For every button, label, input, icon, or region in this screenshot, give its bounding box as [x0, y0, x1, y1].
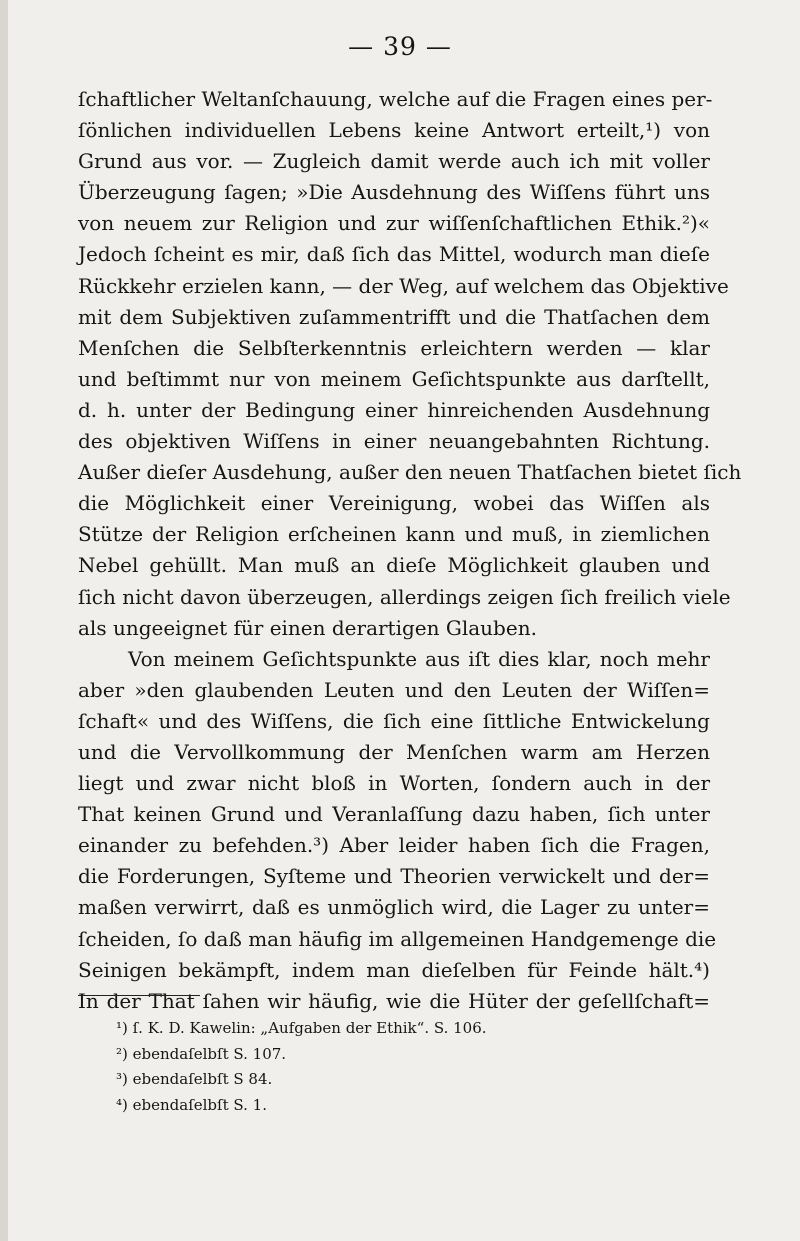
footnote-divider — [78, 995, 200, 996]
text-line: Grund aus vor. — Zugleich damit werde auch ich mit voller — [78, 149, 710, 174]
text-line: Rückkehr erzielen kann, — der Weg, auf welchem das Objektive — [78, 273, 729, 298]
body-text — [78, 84, 742, 1017]
text-line: Nebel gehüllt. Man muß an dieſe Möglichkeit glauben und — [78, 553, 710, 578]
footnote: ³) ebendaſelbſt S 84. — [116, 1070, 273, 1088]
text-line: d. h. unter der Bedingung einer hinreichenden Ausdehnung — [78, 397, 710, 422]
text-line: und die Vervollkommung der Menſchen warm am Herzen — [78, 739, 710, 764]
page-number: — 39 — — [348, 32, 452, 61]
scan-edge — [0, 0, 8, 1241]
text-line: von neuem zur Religion und zur wiſſenſchaftlichen Ethik.²)« — [78, 211, 710, 236]
text-line: ſcheiden, ſo daß man häufig im allgemeinen Handgemenge die — [78, 926, 717, 951]
footnote: ⁴) ebendaſelbſt S. 1. — [116, 1095, 267, 1114]
text-line: Von meinem Geſichtspunkte aus iſt dies klar, noch mehr — [128, 646, 710, 671]
text-line: ſönlichen individuellen Lebens keine Antwort erteilt,¹) von — [78, 118, 710, 143]
text-line: Außer dieſer Ausdehung, außer den neuen Thatſachen bietet ſich — [78, 460, 742, 485]
text-line: als ungeeignet für einen derartigen Glauben. — [78, 615, 537, 640]
text-line: die Forderungen, Syſteme und Theorien verwickelt und der= — [78, 864, 710, 889]
text-line: und beſtimmt nur von meinem Geſichtspunkte aus darſtellt, — [78, 366, 710, 391]
text-line: mit dem Subjektiven zuſammentrifft und die Thatſachen dem — [78, 304, 710, 329]
text-line: Stütze der Religion erſcheinen kann und muß, in ziemlichen — [78, 522, 710, 547]
text-line: That keinen Grund und Veranlaſſung dazu haben, ſich unter — [78, 802, 710, 827]
text-line: liegt und zwar nicht bloß in Worten, ſondern auch in der — [78, 771, 710, 796]
text-line: einander zu befehden.³) Aber leider haben ſich die Fragen, — [78, 833, 710, 858]
text-line: maßen verwirrt, daß es unmöglich wird, die Lager zu unter= — [78, 895, 710, 920]
text-line: des objektiven Wiſſens in einer neuangebahnten Richtung. — [78, 429, 710, 454]
text-line: die Möglichkeit einer Vereinigung, wobei das Wiſſen als — [78, 491, 710, 516]
text-line: ſchaftlicher Weltanſchauung, welche auf die Fragen eines per- — [78, 87, 713, 111]
text-line: Seinigen bekämpft, indem man dieſelben für Feinde hält.⁴) — [78, 957, 710, 982]
text-line: ſchaft« und des Wiſſens, die ſich eine ſittliche Entwickelung — [78, 708, 710, 733]
text-line: In der That ſahen wir häufig, wie die Hüter der geſellſchaft= — [78, 988, 710, 1013]
text-line: ſich nicht davon überzeugen, allerdings zeigen ſich freilich viele — [78, 584, 731, 609]
text-line: aber »den glaubenden Leuten und den Leuten der Wiſſen= — [78, 677, 710, 702]
footnote: ¹) ſ. K. D. Kawelin: „Aufgaben der Ethik“. S. 106. — [116, 1019, 487, 1037]
text-line: Überzeugung ſagen; »Die Ausdehnung des Wiſſens führt uns — [78, 180, 710, 205]
text-line: Menſchen die Selbſterkenntnis erleichtern werden — klar — [78, 335, 710, 360]
footnotes — [116, 1016, 716, 1118]
text-line: Jedoch ſcheint es mir, daß ſich das Mittel, wodurch man dieſe — [78, 242, 710, 267]
footnote: ²) ebendaſelbſt S. 107. — [116, 1044, 287, 1063]
